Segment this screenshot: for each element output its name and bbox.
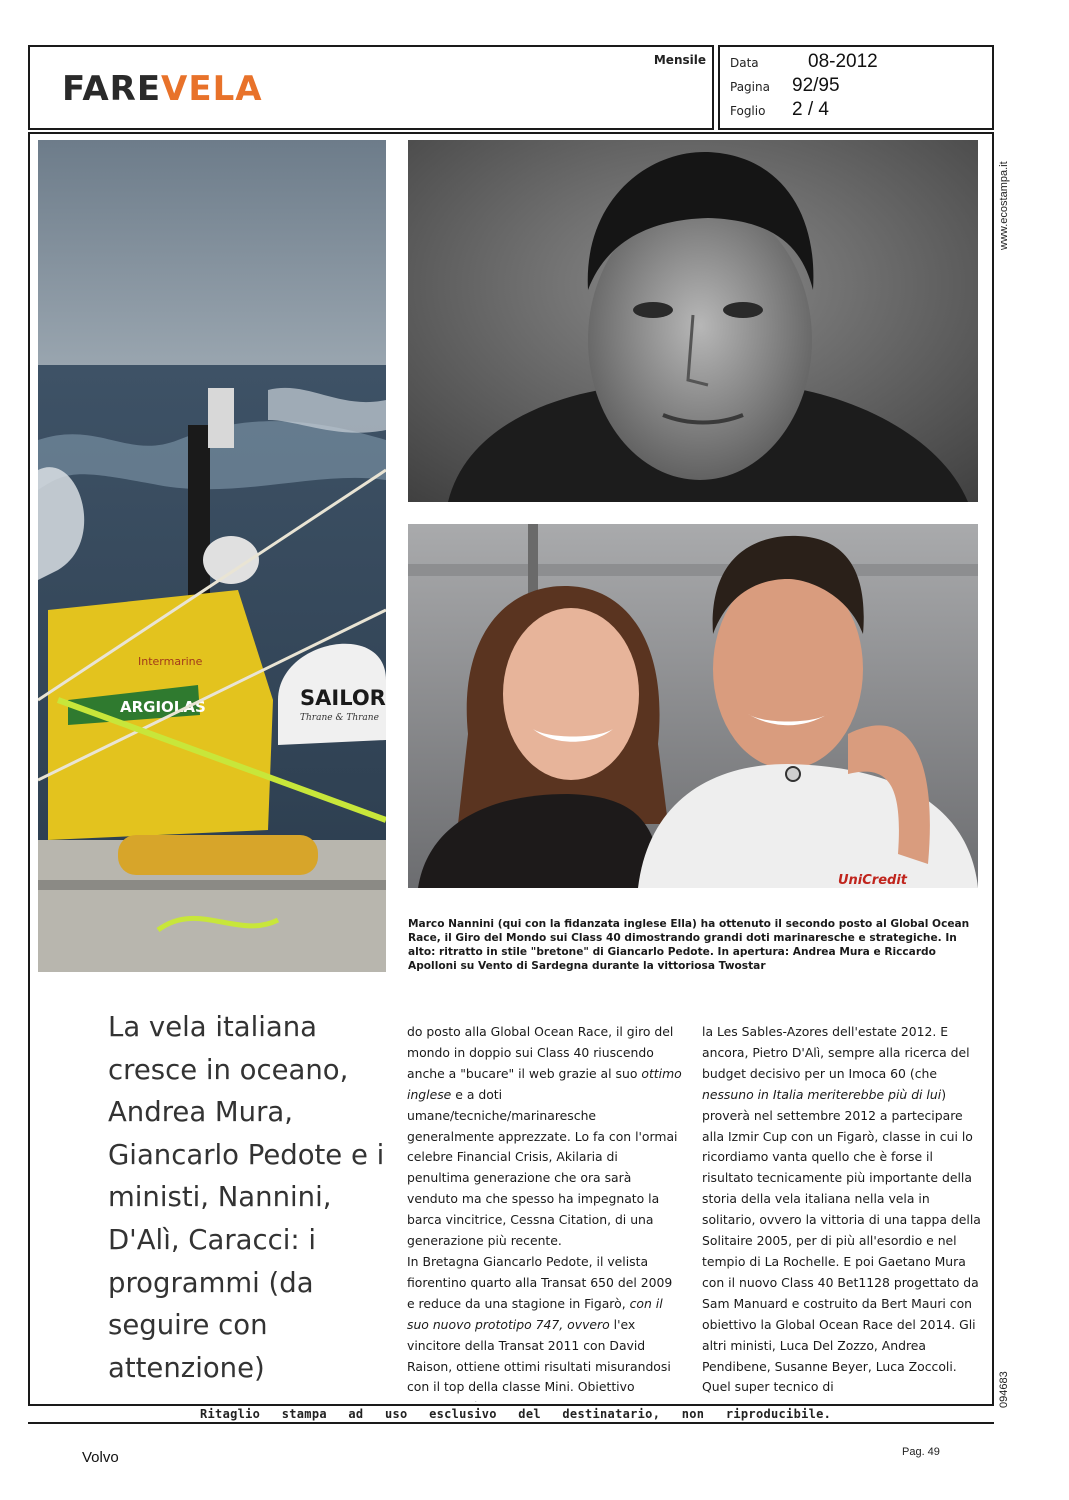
clipping-notice-bar bbox=[28, 1404, 994, 1424]
foglio-value: 2 / 4 bbox=[792, 99, 829, 120]
photo-caption: Marco Nannini (qui con la fidanzata inglese Ella) ha ottenuto il secondo posto al Global Ocean Race, il Giro del Mondo sui Class 40 dimostrando grandi doti marinaresche e strategiche. In alto: ritratto in stile "bretone" di Giancarlo Pedote. In apertura: Andrea Mura e Riccardo Apolloni su Vento di Sardegna durante la vittoriosa Twostar bbox=[408, 918, 970, 972]
photo-portrait-pedote bbox=[408, 140, 978, 502]
body-column-1 bbox=[407, 1022, 683, 1402]
footer-client: Volvo bbox=[82, 1449, 119, 1466]
sailor-text: SAILOR bbox=[300, 686, 386, 710]
intermarine-text: Intermarine bbox=[138, 655, 203, 668]
unicredit-logo: UniCredit bbox=[838, 873, 908, 888]
header-meta-box bbox=[718, 45, 994, 130]
pagina-value: 92/95 bbox=[792, 75, 840, 96]
photo-nannini-ella bbox=[408, 524, 978, 888]
meta-row-data bbox=[730, 51, 878, 73]
sailor-sub-text: Thrane & Thrane bbox=[300, 713, 379, 723]
clipping-notice: Ritaglio stampa ad uso esclusivo del destinatario, non riproducibile. bbox=[200, 1407, 832, 1421]
col1-text-1b: ottimo inglese bbox=[407, 1065, 682, 1102]
pagina-label: Pagina bbox=[730, 80, 770, 94]
periodicity-label: Mensile bbox=[653, 53, 706, 67]
clipping-code: 094683 bbox=[998, 1371, 1010, 1408]
col1-text-1c: e a doti umane/tecniche/marinaresche generalmente apprezzate. Lo fa con l'ormai celebre Financial Crisis, Akilaria di penultima generazione che ora sarà venduto ma che spesso ha impegnato la barca vincitrice, Cessna Citation, di una generazione più recente. bbox=[407, 1086, 678, 1249]
argiolas-text: ARGIOLAS bbox=[120, 698, 206, 716]
data-label: Data bbox=[730, 56, 759, 70]
col2-text-1a: la Les Sables-Azores dell'estate 2012. E ancora, Pietro D'Alì, sempre alla ricerca del budget decisivo per un Imoca 60 (che bbox=[702, 1024, 970, 1081]
col2-text-1c: ) proverà nel settembre 2012 a partecipare alla Izmir Cup con un Figarò, classe in cui lo ricordiamo vanta quello che è forse il risultato tecnicamente più importante della storia della vela italiana nella vela in solitario, ovvero la vittoria di una tappa della Solitaire 2005, per di più all'esordio e nel tempio di La Rochelle. E poi Gaetano Mura con il nuovo Class 40 Bet1128 progettato da Sam Manuard e costruito da Bert Mauri con obiettivo la Global Ocean Race del 2014. Gli altri ministi, Luca Del Zozzo, Andrea Pendibene, Susanne Beyer, Luca Zoccoli. Quel super tecnico di bbox=[702, 1086, 981, 1395]
col1-text-2c: l'ex vincitore della Transat 2011 con David Raison, ottiene ottimi risultati misurandosi con il top della classe Mini. Obiettivo bbox=[407, 1316, 671, 1395]
meta-row-pagina bbox=[730, 75, 840, 97]
data-value: 08-2012 bbox=[808, 51, 878, 72]
footer-page-number: Pag. 49 bbox=[902, 1446, 940, 1458]
header-masthead bbox=[28, 45, 714, 130]
logo-part-fare: FARE bbox=[62, 69, 162, 109]
photo-sailing-deck bbox=[38, 140, 386, 972]
body-column-2 bbox=[702, 1022, 984, 1402]
foglio-label: Foglio bbox=[730, 104, 766, 118]
col2-text-1b: nessuno in Italia meriterebbe più di lui bbox=[702, 1086, 942, 1102]
logo-part-vela: VELA bbox=[161, 69, 263, 109]
article-headline: La vela italiana cresce in oceano, Andrea Mura, Giancarlo Pedote e i ministi, Nannini, D'Alì, Caracci: i programmi (da seguire con attenzione) bbox=[108, 1011, 385, 1384]
farevela-logo bbox=[62, 69, 263, 109]
col1-text-1a: do posto alla Global Ocean Race, il giro del mondo in doppio sui Class 40 riuscendo anche a "bucare" il web grazie al suo bbox=[407, 1024, 674, 1081]
col1-text-2b: con il suo nuovo prototipo 747, ovvero bbox=[407, 1295, 663, 1332]
ecostampa-url: www.ecostampa.it bbox=[998, 161, 1010, 250]
meta-row-foglio bbox=[730, 99, 829, 121]
col1-text-2a: In Bretagna Giancarlo Pedote, il velista fiorentino quarto alla Transat 650 del 2009 e reduce da una stagione in Figarò, bbox=[407, 1253, 673, 1311]
